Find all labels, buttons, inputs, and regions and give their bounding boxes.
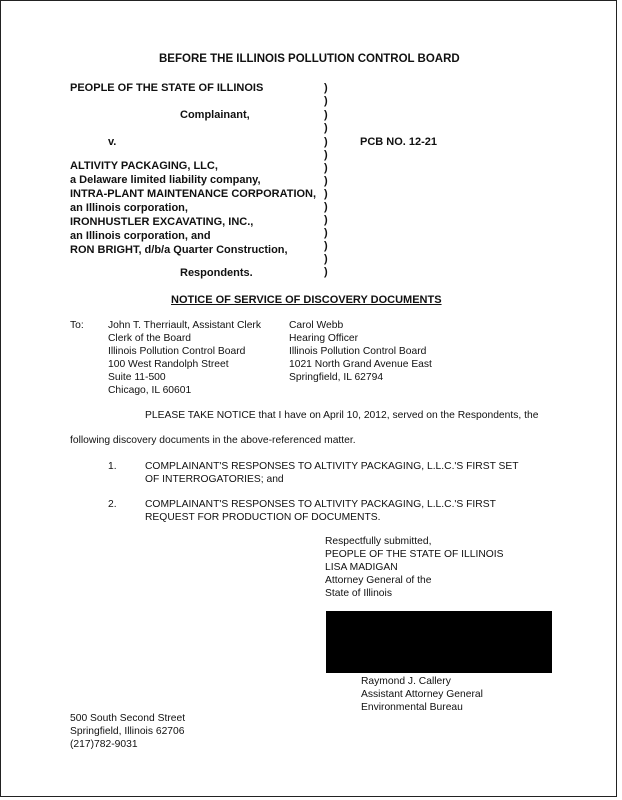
signature-line: State of Illinois <box>325 588 392 599</box>
caption-paren: ) <box>324 162 328 174</box>
notice-title: NOTICE OF SERVICE OF DISCOVERY DOCUMENTS <box>171 294 442 306</box>
signature-line: PEOPLE OF THE STATE OF ILLINOIS <box>325 549 504 560</box>
address-line: 500 South Second Street <box>70 713 186 724</box>
caption-paren: ) <box>324 266 328 278</box>
defendant-line: an Illinois corporation, and <box>70 230 211 242</box>
plaintiff-name: PEOPLE OF THE STATE OF ILLINOIS <box>70 82 264 94</box>
recipient-line: Hearing Officer <box>289 333 359 344</box>
notice-paragraph-line: following discovery documents in the above-referenced matter. <box>70 435 356 446</box>
defendant-line: a Delaware limited liability company, <box>70 174 261 186</box>
recipient-line: Carol Webb <box>289 320 344 331</box>
respondents-label: Respondents. <box>180 267 253 279</box>
list-item-line: COMPLAINANT'S RESPONSES TO ALTIVITY PACKAGING, L.L.C.'S FIRST SET <box>145 461 519 472</box>
caption-paren: ) <box>324 188 328 200</box>
case-number: PCB NO. 12-21 <box>360 136 438 148</box>
recipient-line: 1021 North Grand Avenue East <box>289 359 432 370</box>
signer-line: Assistant Attorney General <box>361 689 483 700</box>
defendant-line: an Illinois corporation, <box>70 202 188 214</box>
list-item-number: 1. <box>108 461 117 472</box>
notice-paragraph-line: PLEASE TAKE NOTICE that I have on April 10, 2012, served on the Respondents, the <box>145 410 539 421</box>
to-label: To: <box>70 320 84 331</box>
redacted-signature <box>326 611 552 673</box>
recipient-line: Clerk of the Board <box>108 333 191 344</box>
caption-paren: ) <box>324 95 328 107</box>
caption-paren: ) <box>324 253 328 265</box>
defendant-line: RON BRIGHT, d/b/a Quarter Construction, <box>70 244 288 256</box>
caption-paren: ) <box>324 82 328 94</box>
caption-paren: ) <box>324 175 328 187</box>
signer-line: Environmental Bureau <box>361 702 463 713</box>
defendant-line: INTRA-PLANT MAINTENANCE CORPORATION, <box>70 188 317 200</box>
signer-line: Raymond J. Callery <box>361 676 451 687</box>
signature-line: Attorney General of the <box>325 575 432 586</box>
caption-paren: ) <box>324 136 328 148</box>
caption-paren: ) <box>324 122 328 134</box>
list-item-line: COMPLAINANT'S RESPONSES TO ALTIVITY PACKAGING, L.L.C.'S FIRST <box>145 499 496 510</box>
recipient-line: Springfield, IL 62794 <box>289 372 384 383</box>
list-item-line: OF INTERROGATORIES; and <box>145 474 284 485</box>
recipient-line: John T. Therriault, Assistant Clerk <box>108 320 261 331</box>
caption-paren: ) <box>324 214 328 226</box>
list-item-number: 2. <box>108 499 117 510</box>
versus-label: v. <box>108 136 117 148</box>
caption-paren: ) <box>324 240 328 252</box>
caption-paren: ) <box>324 109 328 121</box>
recipient-line: Suite 11-500 <box>108 372 166 383</box>
recipient-line: Illinois Pollution Control Board <box>108 346 246 357</box>
caption-paren: ) <box>324 149 328 161</box>
closing-line: Respectfully submitted, <box>325 536 432 547</box>
caption-paren: ) <box>324 201 328 213</box>
recipient-line: Illinois Pollution Control Board <box>289 346 427 357</box>
address-line: (217)782-9031 <box>70 739 138 750</box>
defendant-line: IRONHUSTLER EXCAVATING, INC., <box>70 216 254 228</box>
address-line: Springfield, Illinois 62706 <box>70 726 185 737</box>
page-title: BEFORE THE ILLINOIS POLLUTION CONTROL BOARD <box>159 53 460 65</box>
recipient-line: 100 West Randolph Street <box>108 359 229 370</box>
defendant-line: ALTIVITY PACKAGING, LLC, <box>70 160 218 172</box>
recipient-line: Chicago, IL 60601 <box>108 385 192 396</box>
signature-line: LISA MADIGAN <box>325 562 398 573</box>
list-item-line: REQUEST FOR PRODUCTION OF DOCUMENTS. <box>145 512 381 523</box>
complainant-label: Complainant, <box>180 109 250 121</box>
caption-paren: ) <box>324 227 328 239</box>
